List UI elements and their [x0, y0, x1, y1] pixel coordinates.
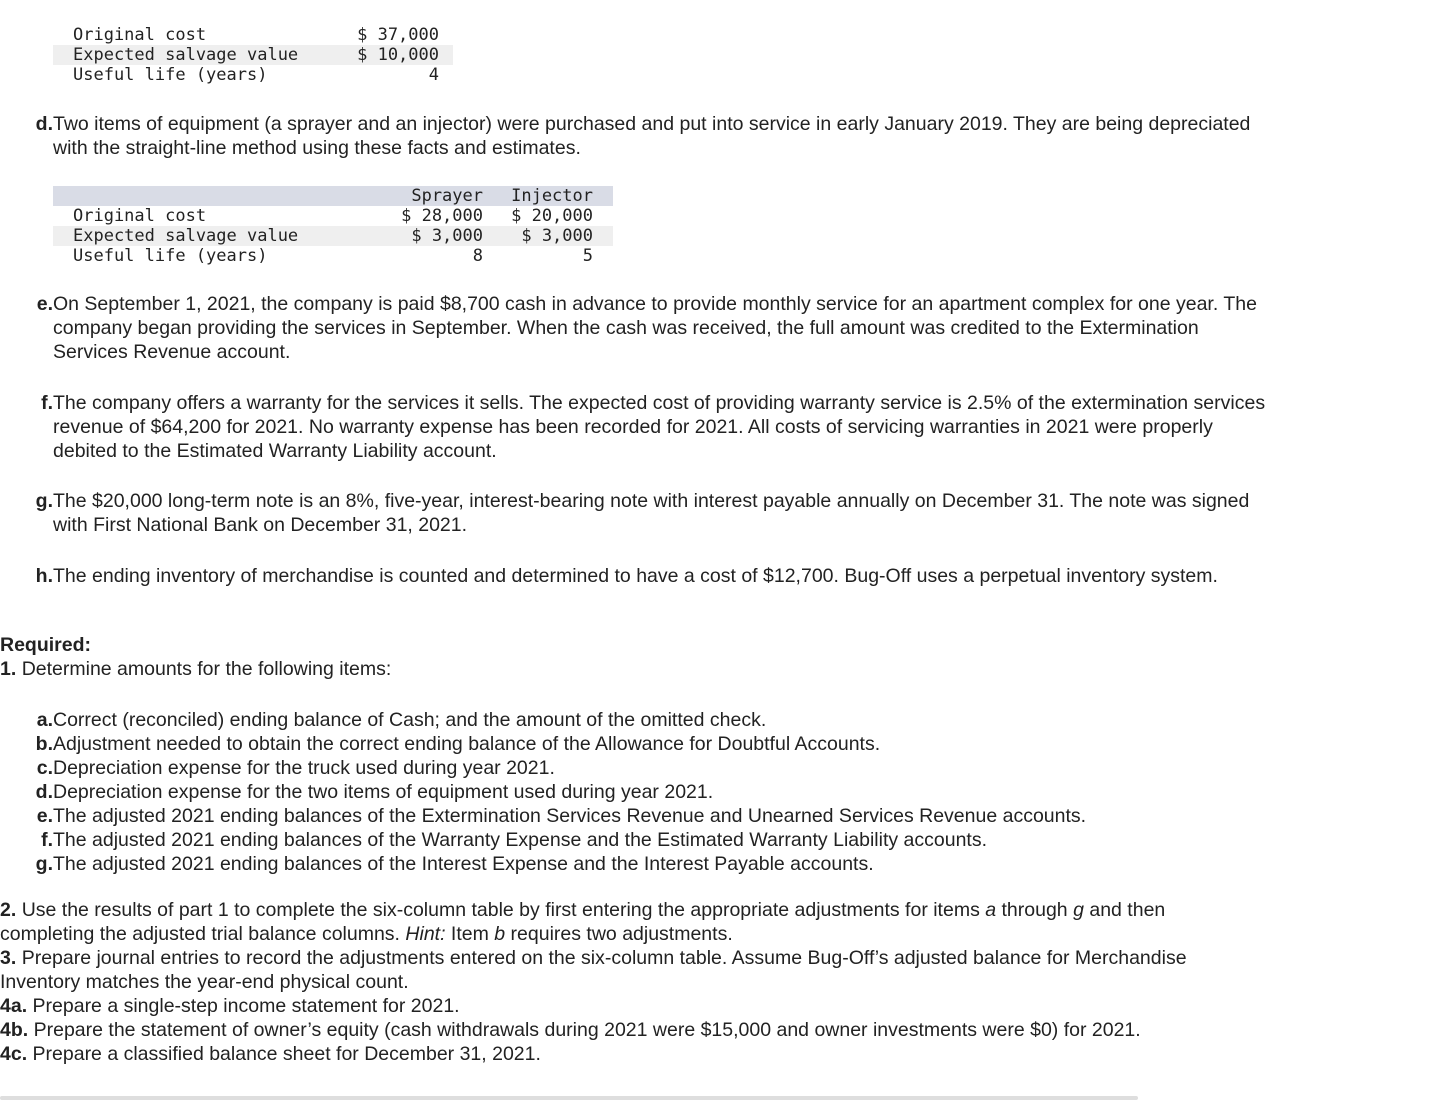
item-text: The ending inventory of merchandise is counted and determined to have a cost of $12,700. Bug-Off uses a perpetual inventory system.	[53, 565, 1218, 587]
list-item	[30, 708, 1270, 732]
item-letter: h.	[35, 565, 53, 587]
item-d	[30, 112, 1270, 160]
truck-facts-table	[53, 25, 453, 85]
item-text: Depreciation expense for the truck used during year 2021.	[53, 757, 555, 779]
hint-label: Hint:	[405, 923, 446, 945]
list-item	[30, 756, 1270, 780]
item-letter: d.	[35, 113, 53, 135]
item-letter: e.	[36, 805, 53, 827]
required-part-4b	[0, 1018, 1141, 1042]
row-value: $ 10,000	[341, 45, 453, 65]
row-label: Original cost	[73, 25, 207, 45]
item-letter: c.	[36, 757, 53, 779]
part-text-c: and then completing the adjusted trial balance columns.	[0, 899, 1166, 945]
list-item	[30, 852, 1270, 876]
item-text: Two items of equipment (a sprayer and an injector) were purchased and put into service in early January 2019. They are being depreciated with the straight-line method using these facts and estimates.	[53, 113, 1251, 159]
part-text: Prepare a classified balance sheet for December 31, 2021.	[32, 1043, 541, 1065]
row-label: Original cost	[73, 206, 207, 226]
part-number: 4a.	[0, 995, 28, 1017]
table-row	[53, 65, 453, 85]
part-italic-a: a	[985, 899, 997, 921]
part-text: Determine amounts for the following items:	[21, 658, 392, 680]
required-part-2	[0, 898, 1230, 946]
table-row	[53, 246, 613, 266]
sprayer-value: $ 3,000	[363, 226, 483, 246]
table-row	[53, 45, 453, 65]
item-text: The adjusted 2021 ending balances of the Warranty Expense and the Estimated Warranty Liability accounts.	[53, 829, 988, 851]
item-letter: a.	[36, 709, 53, 731]
table-row	[53, 25, 453, 45]
list-item	[30, 732, 1270, 756]
item-letter: g.	[35, 490, 53, 512]
part-text-b: through	[996, 899, 1074, 921]
item-e	[30, 292, 1270, 364]
row-value: $ 37,000	[357, 25, 439, 45]
item-text: On September 1, 2021, the company is paid $8,700 cash in advance to provide monthly service for an apartment complex for one year. The company began providing the services in September. When the cash was received, the full amount was credited to the Extermination Services Revenue account.	[53, 293, 1257, 363]
row-label: Expected salvage value	[53, 226, 363, 246]
item-letter: f.	[41, 392, 53, 414]
column-header-injector: Injector	[483, 186, 613, 206]
item-text: The adjusted 2021 ending balances of the Interest Expense and the Interest Payable accounts.	[53, 853, 874, 875]
required-part-3	[0, 946, 1230, 994]
sprayer-value: 8	[472, 246, 483, 266]
part-number: 4b.	[0, 1019, 29, 1041]
required-part-4c	[0, 1042, 541, 1066]
column-header-sprayer: Sprayer	[363, 186, 483, 206]
row-label: Useful life (years)	[73, 246, 268, 266]
row-label: Expected salvage value	[53, 45, 341, 65]
part-number: 4c.	[0, 1043, 28, 1065]
item-f	[30, 391, 1270, 463]
injector-value: $ 3,000	[483, 226, 613, 246]
table-header-row	[53, 186, 613, 206]
item-text: Adjustment needed to obtain the correct ending balance of the Allowance for Doubtful Accounts.	[53, 733, 881, 755]
horizontal-scrollbar[interactable]	[0, 1096, 1138, 1100]
item-text: Depreciation expense for the two items of equipment used during year 2021.	[53, 781, 714, 803]
item-letter: b.	[35, 733, 53, 755]
item-letter: d.	[35, 781, 53, 803]
part-text-a: Use the results of part 1 to complete the six-column table by first entering the appropriate adjustments for items	[21, 899, 986, 921]
list-item	[30, 780, 1270, 804]
item-text: The adjusted 2021 ending balances of the Extermination Services Revenue and Unearned Services Revenue accounts.	[53, 805, 1087, 827]
part-text-d: Item	[445, 923, 495, 945]
item-letter: f.	[41, 829, 53, 851]
table-row	[53, 226, 613, 246]
row-label: Useful life (years)	[73, 65, 268, 85]
injector-value: $ 20,000	[511, 206, 593, 226]
item-text: Correct (reconciled) ending balance of Cash; and the amount of the omitted check.	[53, 709, 767, 731]
list-item	[30, 804, 1270, 828]
required-part-1	[0, 657, 391, 681]
sprayer-value: $ 28,000	[401, 206, 483, 226]
part-number: 2.	[0, 899, 17, 921]
required-part-4a	[0, 994, 460, 1018]
part-text-e: requires two adjustments.	[505, 923, 733, 945]
part-italic-g: g	[1073, 899, 1084, 921]
table-row	[53, 206, 613, 226]
part-text: Prepare the statement of owner’s equity (cash withdrawals during 2021 were $15,000 and owner investments were $0) for 2021.	[33, 1019, 1141, 1041]
item-g	[30, 489, 1270, 537]
item-letter: e.	[36, 293, 53, 315]
part-text: Prepare a single-step income statement for 2021.	[32, 995, 460, 1017]
item-text: The company offers a warranty for the services it sells. The expected cost of providing warranty service is 2.5% of the extermination services revenue of $64,200 for 2021. No warranty expense has been recorded for 2021. All costs of servicing warranties in 2021 were properly debited to the Estimated Warranty Liability account.	[53, 392, 1266, 462]
item-h	[30, 564, 1270, 588]
list-item	[30, 828, 1270, 852]
row-value: 4	[428, 65, 439, 85]
part-text: Prepare journal entries to record the adjustments entered on the six-column table. Assume Bug-Off’s adjusted balance for Merchandise Inventory matches the year-end physical count.	[0, 947, 1187, 993]
injector-value: 5	[582, 246, 593, 266]
item-letter: g.	[35, 853, 53, 875]
required-heading: Required:	[0, 634, 92, 656]
item-text: The $20,000 long-term note is an 8%, five-year, interest-bearing note with interest payable annually on December 31. The note was signed with First National Bank on December 31, 2021.	[53, 490, 1250, 536]
part-italic-b: b	[494, 923, 506, 945]
part-number: 1.	[0, 658, 17, 680]
part-number: 3.	[0, 947, 17, 969]
equipment-facts-table	[53, 186, 613, 266]
